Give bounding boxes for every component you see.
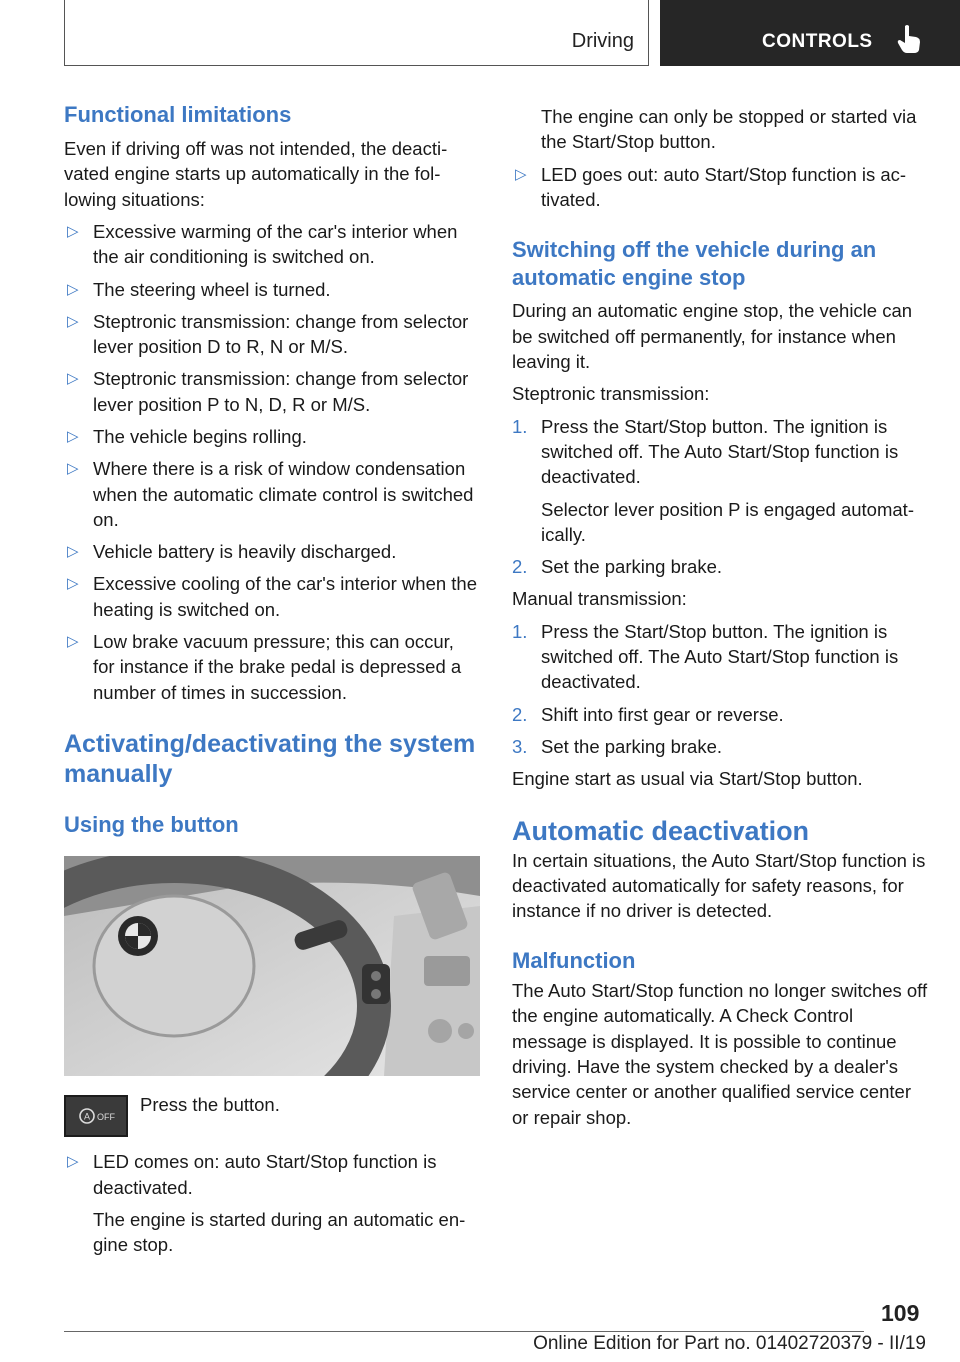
bullet-triangle-icon: ▷ [67,543,79,561]
list-item: ▷ The vehicle begins rolling. [64,424,480,449]
bullet-triangle-icon: ▷ [67,280,79,298]
list-item: ▷ Low brake vacuum pressure; this can occur, for instance if the brake pedal is depressed a number of times in succession. [67,631,462,703]
manual-label: Manual transmission: [512,588,687,610]
led-off-list [512,162,928,213]
list-item: 3. Set the parking brake. [512,735,722,757]
list-item: ▷ The steering wheel is turned. [64,277,480,302]
led-on-list [64,1149,480,1257]
pointing-hand-icon [896,24,922,54]
list-item: ▷ Steptronic transmission: change from selector lever position D to R, N or M/S. [67,310,469,358]
heading-switching-off-vehicle: Switching off the vehicle during an automatic engine stop [512,237,877,291]
led-on-note: The engine is started during an automatic engine stop. [93,1208,466,1256]
bullet-triangle-icon: ▷ [67,370,79,388]
list-item: 1. Press the Start/Stop button. The ignition is switched off. The Auto Start/Stop function is deactivated. Selector lever position P is engaged automatically. [512,414,928,548]
bullet-triangle-icon: ▷ [67,575,79,593]
header-chapter-title: CONTROLS [762,31,873,52]
bullet-triangle-icon: ▷ [515,165,527,183]
list-item: 2. Shift into first gear or reverse. [512,703,784,725]
heading-functional-limitations: Functional limitations [64,102,292,127]
heading-automatic-deactivation: Automatic deactivation [512,815,810,846]
steptronic-label: Steptronic transmission: [512,383,710,405]
switch-off-intro: During an automatic engine stop, the vehicle can be switched off permanently, for instance when leaving it. [512,300,913,373]
dashboard-illustration [64,856,480,1076]
bullet-triangle-icon: ▷ [67,633,79,651]
heading-malfunction: Malfunction [512,947,636,973]
list-item: ▷ Steptronic transmission: change from selector lever position P to N, D, R or M/S. [67,368,469,415]
steptronic-sub-note: Selector lever position P is engaged automatically. [541,498,914,546]
left-column [64,100,480,1258]
list-item: ▷ LED comes on: auto Start/Stop function is deactivated. The engine is started during an automatic engine stop. [64,1149,480,1257]
svg-text:A: A [84,1111,91,1122]
list-item: ▷ LED goes out: auto Start/Stop function is activated. [515,163,907,211]
footer-divider [64,1331,864,1332]
bullet-triangle-icon: ▷ [67,1153,79,1171]
limitations-list [64,219,480,705]
svg-text:OFF: OFF [97,1112,115,1123]
list-item: 2. Set the parking brake. [512,556,722,578]
heading-activating-deactivating: Activating/deactivating the system manually [64,730,476,789]
manual-steps [512,619,928,760]
list-item: ▷ Excessive warming of the car's interior when the air conditioning is switched on. [67,221,458,268]
malfunction-text: The Auto Start/Stop function no longer switches off the engine automatically. A Check Control message is displayed. It is possible to continue driving. Have the system checked by a dealer's service center or another qualified service center or repair shop. [512,979,928,1128]
steptronic-steps [512,414,928,580]
list-item: 1. Press the Start/Stop button. The ignition is switched off. The Auto Start/Stop function is deactivated. [512,620,899,693]
engine-start-note: Engine start as usual via Start/Stop button. [512,768,863,790]
page-number: 109 [881,1300,920,1326]
bullet-triangle-icon: ▷ [67,312,79,330]
header-section-title: Driving [571,30,634,52]
start-stop-only-note: The engine can only be stopped or started via the Start/Stop button. [541,106,917,153]
automatic-deactivation-text: In certain situations, the Auto Start/Stop function is deactivated automatically for safety reasons, for instance if no driver is detected. [512,849,926,922]
header-chapter-tab [660,0,960,66]
list-item: ▷ Where there is a risk of window condensation when the automatic climate control is switched on. [67,458,474,531]
press-the-button-text: Press the button. [140,1094,280,1116]
bullet-triangle-icon: ▷ [67,223,79,241]
bullet-triangle-icon: ▷ [67,428,79,446]
list-item: ▷ Excessive cooling of the car's interior when the heating is switched on. [67,573,478,620]
right-column [512,104,928,1130]
header-section-box [64,0,649,66]
bullet-triangle-icon: ▷ [67,460,79,478]
button-row [64,1092,480,1144]
limitations-intro: Even if driving off was not intended, the deactivated engine starts up automatically in the following situations: [64,138,448,210]
footer-edition-text: Online Edition for Part no. 01402720379 - II/19 [533,1333,926,1354]
heading-using-the-button: Using the button [64,812,239,838]
auto-start-stop-off-button-icon [64,1095,128,1137]
list-item: ▷ Vehicle battery is heavily discharged. [64,539,480,564]
